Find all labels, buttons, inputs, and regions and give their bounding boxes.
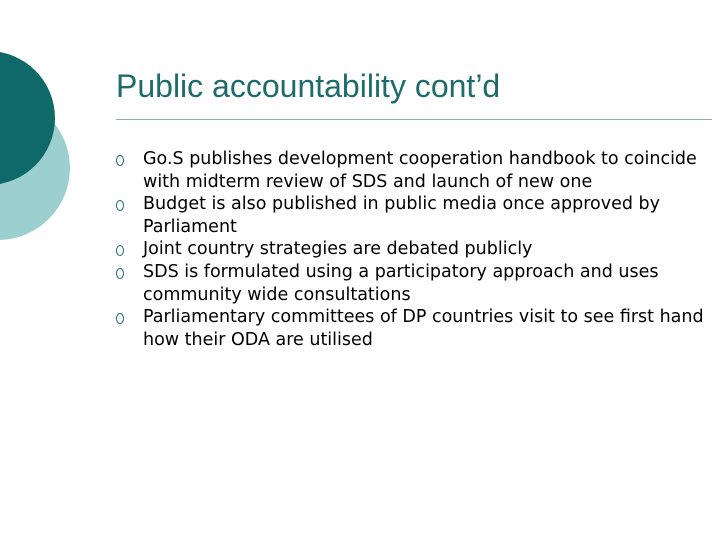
bullet-marker-icon xyxy=(116,245,124,256)
bullet-item xyxy=(116,193,706,238)
bullet-item xyxy=(116,261,706,306)
bullet-item xyxy=(116,306,706,351)
bullet-marker-icon xyxy=(116,313,124,324)
bullet-text: SDS is formulated using a participatory approach and uses community wide consultations xyxy=(143,261,659,305)
bullet-list xyxy=(116,148,706,351)
decorative-circles xyxy=(0,0,120,300)
bullet-text: Joint country strategies are debated publicly xyxy=(143,239,533,260)
bullet-text: Go.S publishes development cooperation handbook to coincide with midterm review of SDS and launch of new one xyxy=(143,149,697,192)
bullet-marker-icon xyxy=(116,200,124,211)
bullet-text: Budget is also published in public media once approved by Parliament xyxy=(143,194,660,237)
bullet-marker-icon xyxy=(116,155,124,166)
bullet-text: Parliamentary committees of DP countries visit to see first hand how their ODA are utilised xyxy=(143,307,704,350)
bullet-marker-icon xyxy=(116,268,124,279)
title-divider xyxy=(116,119,712,120)
bullet-item xyxy=(116,238,706,261)
bullet-item xyxy=(116,148,706,193)
slide-title: Public accountability cont’d xyxy=(116,68,501,104)
